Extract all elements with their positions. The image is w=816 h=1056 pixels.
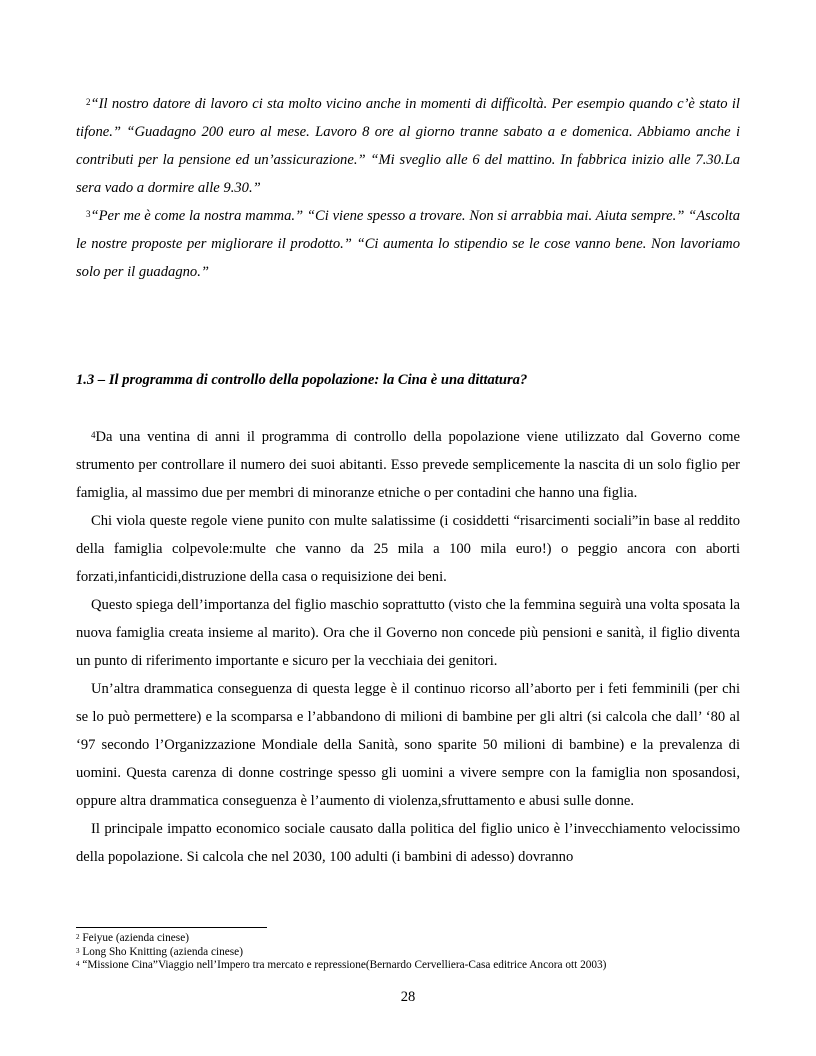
page-content bbox=[76, 90, 740, 865]
paragraph bbox=[76, 507, 740, 591]
paragraph bbox=[76, 675, 740, 815]
footnote-text: Long Sho Knitting (azienda cinese) bbox=[82, 945, 243, 958]
footnote-number: 2 bbox=[76, 933, 80, 941]
footnote-ref-3: 3 bbox=[86, 209, 91, 219]
footnote-number: 3 bbox=[76, 946, 80, 955]
footnote bbox=[76, 946, 740, 960]
paragraph-text: Chi viola queste regole viene punito con multe salatissime (i cosiddetti “risarcimenti sociali”in base al reddito della famiglia colpevole:multe che vanno da 25 mila a 100 mila euro!) o peggio ancora con aborti forzati,infanticidi,distruzione della casa o requisizione dei beni. bbox=[76, 513, 740, 585]
footnote bbox=[76, 932, 740, 946]
paragraph-text: Il principale impatto economico sociale causato dalla politica del figlio unico è l’invecchiamento velocissimo della popolazione. Si calcola che nel 2030, 100 adulti (i bambini di adesso) dovranno bbox=[76, 821, 740, 865]
footnote-text: “Missione Cina”Viaggio nell’Impero tra mercato e repressione(Bernardo Cervelliera-Casa editrice Ancora ott 2003) bbox=[82, 959, 607, 971]
footnote-text: Feiyue (azienda cinese) bbox=[82, 932, 189, 944]
paragraph bbox=[76, 591, 740, 675]
quote-3 bbox=[76, 202, 740, 286]
quote-2 bbox=[76, 90, 740, 202]
paragraph-text: Da una ventina di anni il programma di controllo della popolazione viene utilizzato dal Governo come strumento per controllare il numero dei suoi abitanti. Esso prevede semplicemente la nascita di un solo figlio per famiglia, al massimo due per membri di minoranze etniche o per contadini che hanno una figlia. bbox=[76, 429, 740, 501]
paragraph-text: Questo spiega dell’importanza del figlio maschio soprattutto (visto che la femmina seguirà una volta sposata la nuova famiglia creata insieme al marito). Ora che il Governo non concede più pensioni e sanità, il figlio diventa un punto di riferimento importante e sicuro per la vecchiaia dei genitori. bbox=[76, 597, 740, 669]
quote-text: “Il nostro datore di lavoro ci sta molto vicino anche in momenti di difficoltà. Per esempio quando c’è stato il tifone.” “Guadagno 200 euro al mese. Lavoro 8 ore al giorno tranne sabato a e domenica. Abbiamo anche i contributi per la pensione ed un’assicurazione.” “Mi sveglio alle 6 del mattino. In fabbrica inizio alle 7.30.La sera vado a dormire alle 9.30.” bbox=[76, 96, 740, 196]
paragraph bbox=[76, 815, 740, 871]
body-text bbox=[76, 423, 740, 871]
quote-text: “Per me è come la nostra mamma.” “Ci viene spesso a trovare. Non si arrabbia mai. Aiuta sempre.” “Ascolta le nostre proposte per migliorare il prodotto.” “Ci aumenta lo stipendio se le cose vanno bene. Non lavoriamo solo per il guadagno.” bbox=[76, 208, 740, 280]
paragraph bbox=[76, 423, 740, 507]
section-heading: 1.3 – Il programma di controllo della popolazione: la Cina è una dittatura? bbox=[76, 372, 528, 388]
footnote-number: 4 bbox=[76, 960, 80, 968]
page-number: 28 bbox=[400, 989, 416, 1005]
footnotes bbox=[76, 932, 740, 973]
footnote bbox=[76, 959, 740, 973]
footnote-divider bbox=[76, 927, 267, 928]
footnote-ref-2: 2 bbox=[86, 97, 91, 107]
paragraph-text: Un’altra drammatica conseguenza di questa legge è il continuo ricorso all’aborto per i feti femminili (per chi se lo può permettere) e la scomparsa e l’abbandono di milioni di bambine per gli altri (si calcola che dall’ ‘80 al ‘97 secondo l’Organizzazione Mondiale della Sanità, sono sparite 50 milioni di bambine) e la prevalenza di uomini. Questa carenza di donne costringe spesso gli uomini a vivere sempre con la famiglia non sposandosi, oppure altra drammatica conseguenza è l’aumento di violenza,sfruttamento e abusi sulle donne. bbox=[76, 681, 740, 809]
footnote-ref-4: 4 bbox=[91, 430, 96, 440]
